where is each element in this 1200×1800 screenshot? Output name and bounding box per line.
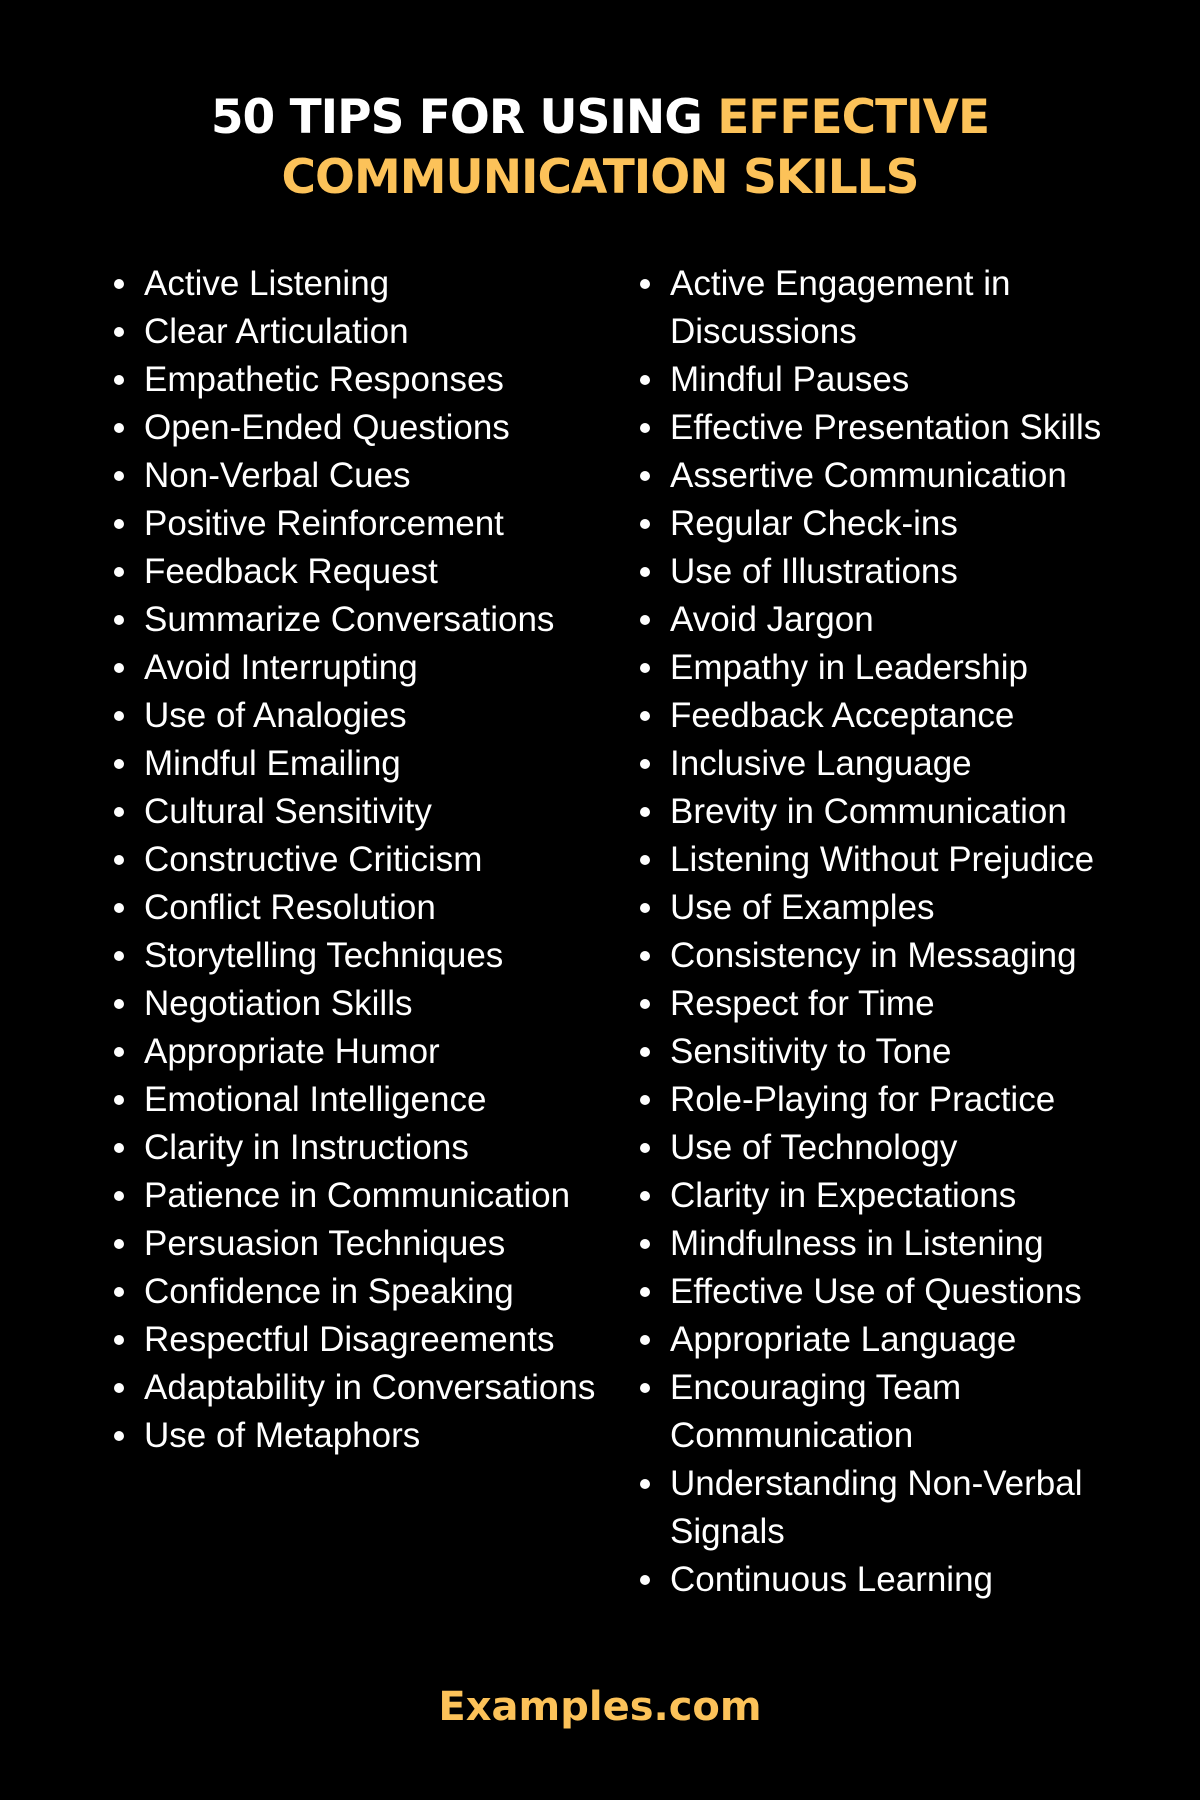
list-item (638, 1316, 1158, 1364)
tip-text: Understanding Non-Verbal Signals (670, 1464, 1083, 1551)
bullet-icon (114, 375, 124, 385)
list-item (638, 692, 1158, 740)
list-item (638, 788, 1158, 836)
tip-text: Use of Analogies (144, 696, 407, 735)
tip-text: Sensitivity to Tone (670, 1032, 952, 1071)
bullet-icon (640, 615, 650, 625)
bullet-icon (114, 423, 124, 433)
list-item (112, 1412, 612, 1460)
title-part-accent: EFFECTIVE COMMUNICATION SKILLS (281, 90, 990, 205)
tip-text: Mindful Pauses (670, 360, 910, 399)
bullet-icon (640, 375, 650, 385)
bullet-icon (640, 519, 650, 529)
tip-text: Mindfulness in Listening (670, 1224, 1044, 1263)
list-item (638, 1268, 1158, 1316)
list-item (112, 1172, 612, 1220)
list-item (112, 404, 612, 452)
list-item (638, 1076, 1158, 1124)
tip-text: Positive Reinforcement (144, 504, 504, 543)
list-item (112, 980, 612, 1028)
tip-text: Use of Metaphors (144, 1416, 421, 1455)
tip-text: Inclusive Language (670, 744, 972, 783)
list-item (638, 356, 1158, 404)
tip-text: Role-Playing for Practice (670, 1080, 1056, 1119)
list-item (112, 1316, 612, 1364)
list-item (638, 404, 1158, 452)
tip-text: Assertive Communication (670, 456, 1067, 495)
bullet-icon (640, 1575, 650, 1585)
list-item (638, 1028, 1158, 1076)
bullet-icon (114, 327, 124, 337)
tip-text: Clarity in Expectations (670, 1176, 1017, 1215)
list-item (112, 1364, 612, 1412)
list-item (638, 1220, 1158, 1268)
list-item (112, 788, 612, 836)
tip-text: Clear Articulation (144, 312, 409, 351)
tip-text: Patience in Communication (144, 1176, 571, 1215)
list-item (638, 980, 1158, 1028)
tip-text: Respect for Time (670, 984, 935, 1023)
bullet-icon (640, 1095, 650, 1105)
bullet-icon (640, 1143, 650, 1153)
list-item (112, 1220, 612, 1268)
bullet-icon (640, 1239, 650, 1249)
tip-text: Empathy in Leadership (670, 648, 1028, 687)
tip-text: Continuous Learning (670, 1560, 994, 1599)
list-item (112, 692, 612, 740)
page-title (0, 88, 1200, 208)
list-item (112, 596, 612, 644)
tip-text: Listening Without Prejudice (670, 840, 1095, 879)
bullet-icon (114, 807, 124, 817)
bullet-icon (114, 279, 124, 289)
list-item (112, 1268, 612, 1316)
list-item (112, 644, 612, 692)
list-item (638, 1460, 1158, 1556)
tip-text: Open-Ended Questions (144, 408, 510, 447)
bullet-icon (640, 903, 650, 913)
bullet-icon (114, 1143, 124, 1153)
bullet-icon (114, 1095, 124, 1105)
list-item (112, 500, 612, 548)
bullet-icon (114, 855, 124, 865)
tip-text: Feedback Request (144, 552, 438, 591)
bullet-icon (114, 471, 124, 481)
bullet-icon (114, 1239, 124, 1249)
list-item (112, 356, 612, 404)
bullet-icon (114, 519, 124, 529)
tip-text: Avoid Jargon (670, 600, 874, 639)
list-item (638, 1556, 1158, 1604)
list-item (638, 884, 1158, 932)
site-footer-brand: Examples.com (438, 1684, 762, 1730)
tip-text: Conflict Resolution (144, 888, 436, 927)
bullet-icon (114, 951, 124, 961)
list-item (112, 260, 612, 308)
tip-text: Emotional Intelligence (144, 1080, 487, 1119)
bullet-icon (114, 1191, 124, 1201)
tip-text: Use of Technology (670, 1128, 958, 1167)
list-item (112, 932, 612, 980)
tips-list-left (112, 260, 612, 1460)
bullet-icon (114, 567, 124, 577)
tip-text: Storytelling Techniques (144, 936, 504, 975)
bullet-icon (640, 951, 650, 961)
bullet-icon (114, 903, 124, 913)
tip-text: Empathetic Responses (144, 360, 504, 399)
list-item (638, 452, 1158, 500)
list-item (638, 644, 1158, 692)
bullet-icon (640, 1191, 650, 1201)
bullet-icon (640, 711, 650, 721)
list-item (638, 548, 1158, 596)
bullet-icon (114, 759, 124, 769)
bullet-icon (640, 1335, 650, 1345)
tip-text: Consistency in Messaging (670, 936, 1077, 975)
bullet-icon (640, 1047, 650, 1057)
list-item (112, 1124, 612, 1172)
bullet-icon (114, 1047, 124, 1057)
list-item (638, 1364, 1158, 1460)
bullet-icon (640, 567, 650, 577)
list-item (638, 1172, 1158, 1220)
bullet-icon (640, 1383, 650, 1393)
list-item (638, 932, 1158, 980)
bullet-icon (114, 1335, 124, 1345)
tip-text: Respectful Disagreements (144, 1320, 555, 1359)
tip-text: Confidence in Speaking (144, 1272, 514, 1311)
tip-text: Appropriate Language (670, 1320, 1017, 1359)
tip-text: Active Engagement in Discussions (670, 264, 1011, 351)
bullet-icon (114, 999, 124, 1009)
tip-text: Persuasion Techniques (144, 1224, 506, 1263)
list-item (112, 548, 612, 596)
list-item (112, 1076, 612, 1124)
tip-text: Effective Presentation Skills (670, 408, 1102, 447)
list-item (112, 308, 612, 356)
bullet-icon (640, 279, 650, 289)
tip-text: Feedback Acceptance (670, 696, 1015, 735)
bullet-icon (114, 663, 124, 673)
bullet-icon (114, 615, 124, 625)
tip-text: Brevity in Communication (670, 792, 1067, 831)
list-item (638, 500, 1158, 548)
list-item (112, 1028, 612, 1076)
tip-text: Appropriate Humor (144, 1032, 440, 1071)
tip-text: Use of Illustrations (670, 552, 958, 591)
list-item (112, 884, 612, 932)
bullet-icon (114, 1383, 124, 1393)
list-item (112, 740, 612, 788)
tip-text: Adaptability in Conversations (144, 1368, 596, 1407)
bullet-icon (640, 999, 650, 1009)
bullet-icon (114, 1431, 124, 1441)
list-item (638, 1124, 1158, 1172)
tip-text: Cultural Sensitivity (144, 792, 432, 831)
list-item (638, 596, 1158, 644)
tip-text: Active Listening (144, 264, 390, 303)
tip-text: Negotiation Skills (144, 984, 413, 1023)
tip-text: Effective Use of Questions (670, 1272, 1082, 1311)
bullet-icon (640, 759, 650, 769)
tip-text: Avoid Interrupting (144, 648, 418, 687)
tip-text: Regular Check-ins (670, 504, 958, 543)
bullet-icon (640, 1479, 650, 1489)
bullet-icon (640, 423, 650, 433)
bullet-icon (640, 1287, 650, 1297)
list-item (638, 260, 1158, 356)
list-item (112, 836, 612, 884)
tip-text: Non-Verbal Cues (144, 456, 411, 495)
bullet-icon (640, 855, 650, 865)
bullet-icon (640, 471, 650, 481)
list-item (112, 452, 612, 500)
tip-text: Constructive Criticism (144, 840, 483, 879)
tip-text: Use of Examples (670, 888, 935, 927)
tip-text: Encouraging Team Communication (670, 1368, 962, 1455)
tip-text: Mindful Emailing (144, 744, 401, 783)
bullet-icon (640, 663, 650, 673)
tip-text: Clarity in Instructions (144, 1128, 469, 1167)
tip-text: Summarize Conversations (144, 600, 555, 639)
bullet-icon (114, 711, 124, 721)
bullet-icon (114, 1287, 124, 1297)
list-item (638, 740, 1158, 788)
list-item (638, 836, 1158, 884)
bullet-icon (640, 807, 650, 817)
title-part-white: 50 TIPS FOR USING (210, 90, 718, 145)
tips-list-right (638, 260, 1158, 1604)
